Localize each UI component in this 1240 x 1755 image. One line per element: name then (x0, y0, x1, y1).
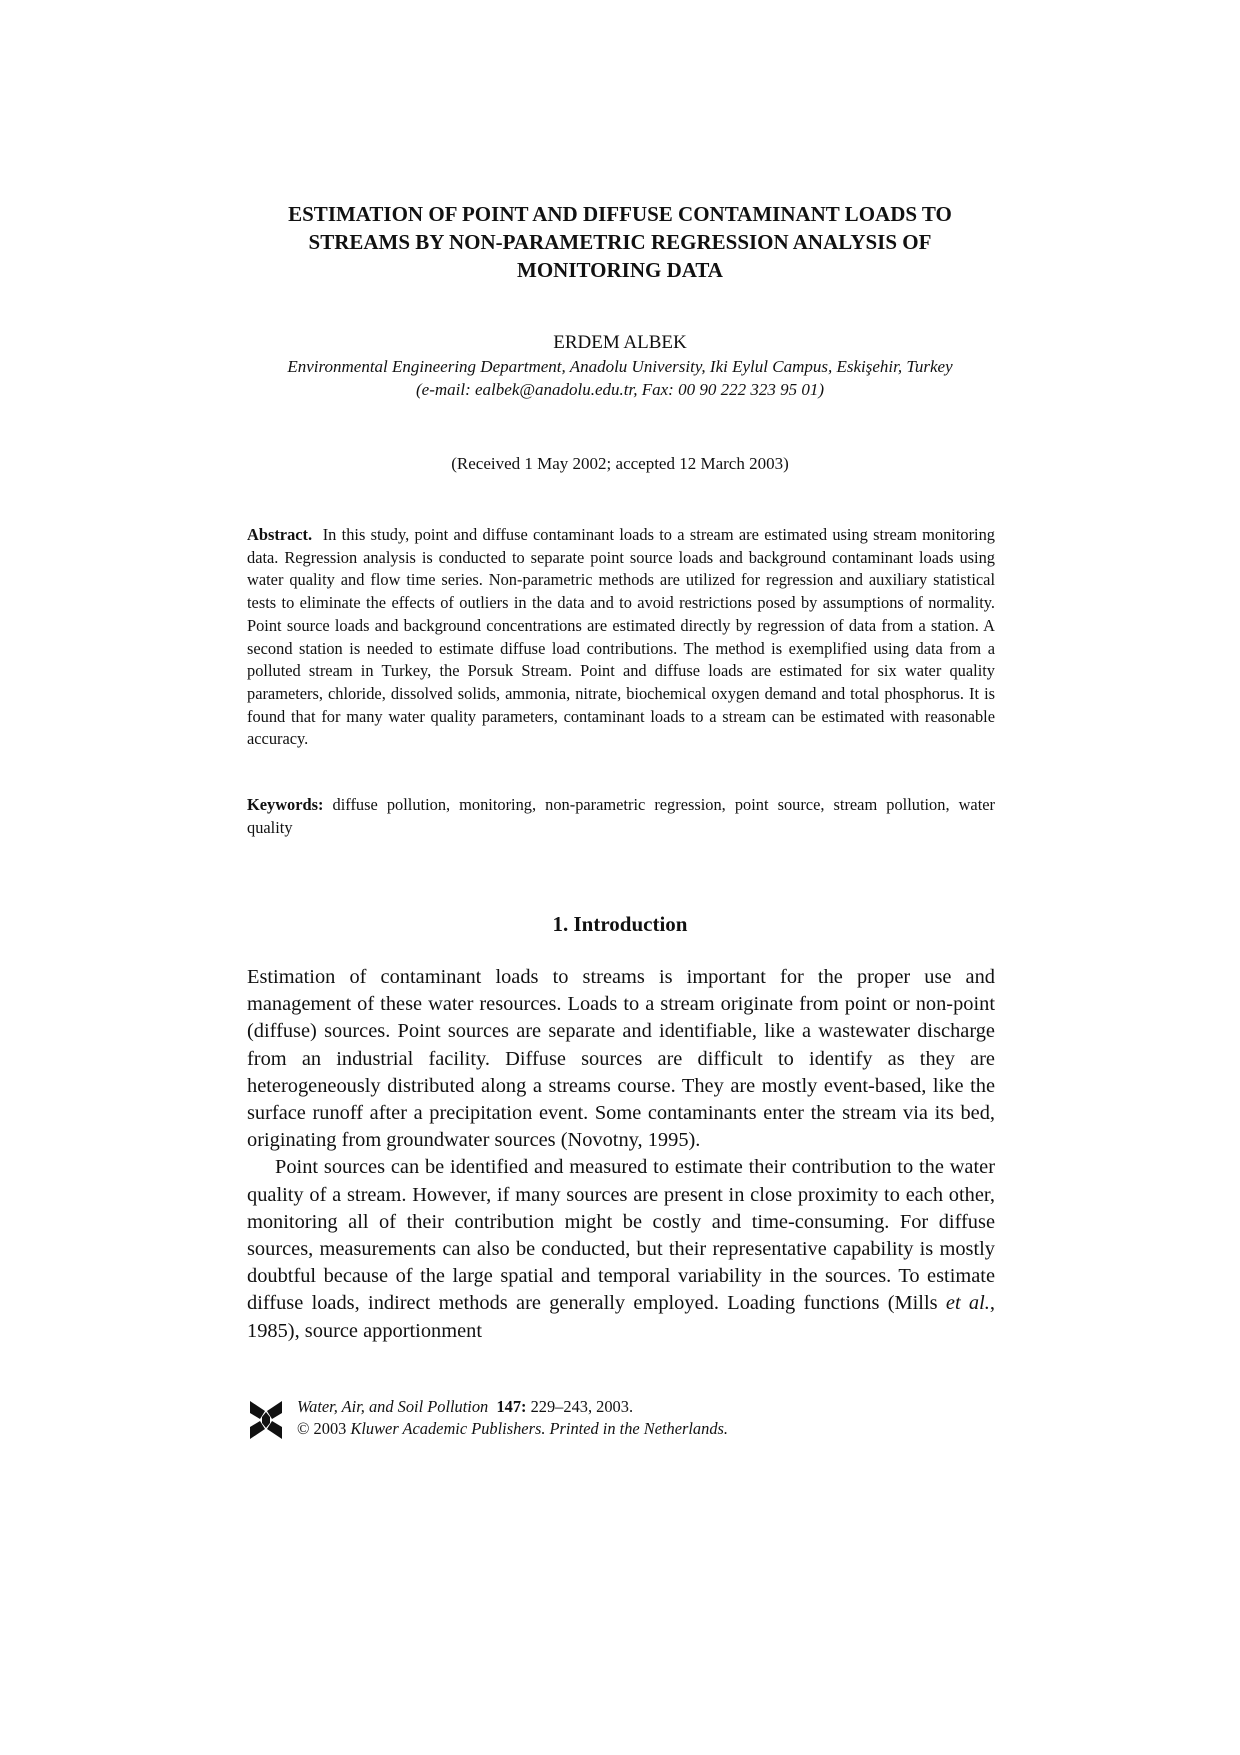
publisher-name: Kluwer Academic Publishers. Printed in the Netherlands. (350, 1419, 728, 1438)
title-line-3: MONITORING DATA (517, 258, 723, 282)
footer-line-2 (297, 1418, 728, 1440)
footer-citation (297, 1396, 728, 1440)
abstract-text: In this study, point and diffuse contaminant loads to a stream are estimated using stream monitoring data. Regression analysis is conducted to separate point source loads and background contaminant loads using water quality and flow time series. Non-parametric methods are utilized for regression and auxiliary statistical tests to eliminate the effects of outliers in the data and to avoid restrictions posed by assumptions of normality. Point source loads and background concentrations are estimated directly by regression of data from a station. A second station is needed to estimate diffuse load contributions. The method is exemplified using data from a polluted stream in Turkey, the Porsuk Stream. Point and diffuse loads are estimated for six water quality parameters, chloride, dissolved solids, ammonia, nitrate, biochemical oxygen demand and total phosphorus. It is found that for many water quality parameters, contaminant loads to a stream can be estimated with reasonable accuracy. (247, 525, 995, 749)
title-line-2: STREAMS BY NON-PARAMETRIC REGRESSION ANALYSIS OF (308, 230, 932, 254)
affiliation-line-2: (e-mail: ealbek@anadolu.edu.tr, Fax: 00 90 222 323 95 01) (416, 380, 824, 399)
journal-name: Water, Air, and Soil Pollution (297, 1397, 489, 1416)
copyright-prefix: © 2003 (297, 1419, 351, 1438)
introduction-body (247, 964, 995, 1345)
received-dates: (Received 1 May 2002; accepted 12 March 2003) (451, 454, 789, 473)
keywords-text: diffuse pollution, monitoring, non-parametric regression, point source, stream pollution, water quality (247, 795, 995, 837)
intro-citation-etal: et al. (945, 1292, 990, 1315)
intro-paragraph-1: Estimation of contaminant loads to streams is important for the proper use and management of these water resources. Loads to a stream originate from point or non-point (diffuse) sources. Point sources are separate and identifiable, like a wastewater discharge from an industrial facility. Diffuse sources are difficult to identify as they are heterogeneously distributed along a streams course. They are mostly event-based, like the surface runoff after a precipitation event. Some contaminants enter the stream via its bed, originating from groundwater sources (Novotny, 1995). (247, 966, 995, 1152)
section-heading-introduction: 1. Introduction (552, 912, 688, 936)
intro-paragraph-2-tail: , 1985), source apportionment (247, 1292, 995, 1342)
abstract (247, 524, 995, 751)
abstract-label: Abstract. (247, 525, 313, 544)
journal-pages: 229–243, 2003. (526, 1397, 634, 1416)
affiliation-line-1: Environmental Engineering Department, Anadolu University, Iki Eylul Campus, Eskişehir, Turkey (287, 357, 953, 376)
journal-volume: 147: (496, 1397, 527, 1416)
title-line-1: ESTIMATION OF POINT AND DIFFUSE CONTAMINANT LOADS TO (288, 202, 952, 226)
keywords (247, 794, 995, 839)
kluwer-logo-icon (247, 1400, 285, 1440)
intro-paragraph-2-text: Point sources can be identified and measured to estimate their contribution to the water quality of a stream. However, if many sources are present in close proximity to each other, monitoring all of their contribution might be costly and time-consuming. For diffuse sources, measurements can also be conducted, but their representative capability is mostly doubtful because of the large spatial and temporal variability in the sources. To estimate diffuse loads, indirect methods are generally employed. Loading functions (Mills (247, 1156, 995, 1315)
author-name: ERDEM ALBEK (553, 332, 687, 353)
footer-line-1 (297, 1396, 728, 1418)
journal-footer (247, 1396, 947, 1446)
keywords-label: Keywords: (247, 795, 324, 814)
paper-title (250, 200, 990, 284)
intro-paragraph-2 (247, 1154, 995, 1344)
author-affiliation (230, 355, 1010, 401)
